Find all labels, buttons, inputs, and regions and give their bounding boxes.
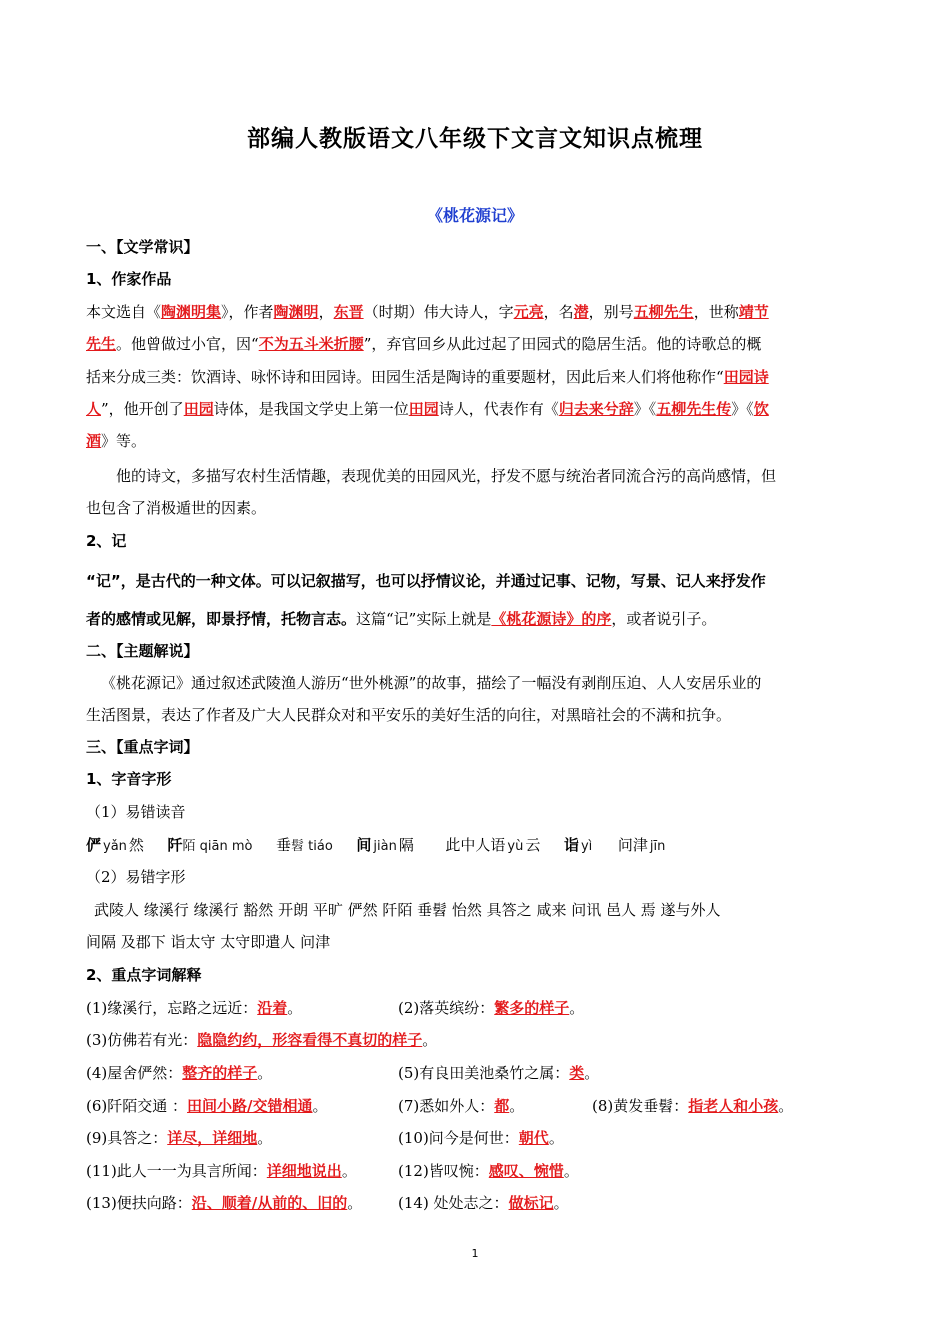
- definition-question: (3)仿佛若有光：: [86, 1031, 198, 1049]
- highlight: 五柳先生传: [656, 400, 732, 418]
- definition-question: (10)问今是何世：: [398, 1129, 519, 1147]
- text: 。: [347, 1194, 363, 1212]
- definition-answer: 田间小路/交错相通: [187, 1097, 313, 1115]
- word-tail: 然: [128, 836, 144, 854]
- text: 括来分成三类：饮酒诗、咏怀诗和田园诗。田园生活是陶诗的重要题材，因此后来人们将他称作“: [86, 368, 724, 386]
- definition-question: (6)阡陌交通 ：: [86, 1097, 188, 1115]
- definition-question: (8)黄发垂髫：: [592, 1097, 689, 1115]
- text: 。: [548, 1129, 564, 1147]
- text: 。: [341, 1162, 357, 1180]
- section-heading-vocab: 三、【重点字词】: [86, 738, 199, 756]
- text: 。: [563, 1162, 579, 1180]
- definition-item: [86, 1095, 328, 1117]
- definition-question: (13)便扶向路：: [86, 1194, 192, 1212]
- text: （时期）伟大诗人，字: [363, 303, 514, 321]
- paragraph-author-line3: [86, 366, 866, 388]
- text: 。: [584, 1064, 600, 1082]
- definition-question: (14) 处处志之：: [398, 1194, 509, 1212]
- definition-item: [398, 1160, 579, 1182]
- forms-line2: 间隔 及郡下 诣太守 太守即遣人 问津: [86, 933, 331, 951]
- highlight: 东晋: [333, 303, 364, 321]
- definition-item: [398, 1127, 564, 1149]
- definition-item: [398, 997, 584, 1019]
- subheading-definitions: 2、重点字词解释: [86, 966, 202, 984]
- text: 。他曾做过小官，因“: [116, 335, 259, 353]
- definition-answer: 指老人和小孩: [688, 1097, 779, 1115]
- subheading-author-works: 1、作家作品: [86, 270, 172, 288]
- pinyin: yǎn: [103, 839, 127, 854]
- text: 。: [257, 1129, 273, 1147]
- definition-item: [592, 1095, 793, 1117]
- definition-answer: 类: [569, 1064, 585, 1082]
- highlight: 五柳先生: [633, 303, 694, 321]
- word: 俨: [86, 836, 102, 854]
- text: 。: [257, 1064, 273, 1082]
- paragraph-theme-line2: 生活图景，表达了作者及广大人民群众对和平安乐的美好生活的向往，对黑暗社会的不满和抗争。: [86, 706, 732, 724]
- text: 诗体，是我国文学史上第一位: [213, 400, 409, 418]
- word: 间: [356, 836, 372, 854]
- subheading-pronunciation: （1）易错读音: [86, 803, 186, 821]
- definition-question: (11)此人一一为具言所闻：: [86, 1162, 267, 1180]
- definition-item: [86, 1127, 272, 1149]
- highlight: 潜: [573, 303, 589, 321]
- definition-answer: 沿着: [257, 999, 288, 1017]
- definition-item: [86, 1160, 357, 1182]
- highlight: 《桃花源诗》的序: [491, 610, 612, 628]
- page-title: 部编人教版语文八年级下文言文知识点梳理: [247, 126, 703, 152]
- text: ，世称: [693, 303, 739, 321]
- subheading-ji: 2、记: [86, 532, 127, 550]
- page-number: 1: [471, 1247, 479, 1260]
- definition-answer: 繁多的样子: [494, 999, 570, 1017]
- highlight: 陶渊明: [273, 303, 319, 321]
- word: 问津: [617, 836, 648, 854]
- text: 。: [778, 1097, 794, 1115]
- definition-item: [86, 1062, 272, 1084]
- paragraph-theme-line1: 《桃花源记》通过叙述武陵渔人游历“世外桃源”的故事，描绘了一幅没有剥削压迫、人人安居乐业的: [101, 674, 762, 692]
- definition-answer: 整齐的样子: [182, 1064, 258, 1082]
- highlight: 靖节: [738, 303, 769, 321]
- highlight: 饮: [753, 400, 769, 418]
- highlight: 田园: [408, 400, 439, 418]
- section-heading-theme: 二、【主题解说】: [86, 642, 199, 660]
- highlight: 田园: [183, 400, 214, 418]
- definition-question: (1)缘溪行，忘路之远近：: [86, 999, 258, 1017]
- word-tail: 陌 qiān mò: [182, 839, 253, 854]
- highlight: 人: [86, 400, 102, 418]
- word: 诣: [563, 836, 579, 854]
- highlight: 归去来兮辞: [558, 400, 634, 418]
- definition-question: (9)具答之：: [86, 1129, 168, 1147]
- word-tail: 云: [525, 836, 541, 854]
- definition-answer: 沿、顺着/从前的、旧的: [191, 1194, 348, 1212]
- paragraph-author-line1: [86, 301, 866, 323]
- paragraph-author-line2: [86, 333, 866, 355]
- word: 此中人语: [445, 836, 506, 854]
- highlight: 陶渊明集: [161, 303, 222, 321]
- definition-answer: 做标记: [508, 1194, 554, 1212]
- subheading-forms: （2）易错字形: [86, 868, 186, 886]
- section-heading-literature: 一、【文学常识】: [86, 238, 199, 256]
- text: ”，弃官回乡从此过起了田园式的隐居生活。他的诗歌总的概: [363, 335, 762, 353]
- text: 》《: [633, 400, 657, 418]
- definition-item: [86, 997, 302, 1019]
- definition-question: (7)悉如外人：: [398, 1097, 495, 1115]
- highlight: 先生: [86, 335, 117, 353]
- text: 。: [312, 1097, 328, 1115]
- text: ，或者说引子。: [611, 610, 717, 628]
- text: 》，作者: [221, 303, 274, 321]
- text: 。: [509, 1097, 525, 1115]
- pinyin: jiàn: [373, 839, 397, 854]
- definition-question: (4)屋舍俨然：: [86, 1064, 183, 1082]
- definition-answer: 详细地说出: [266, 1162, 342, 1180]
- highlight: 酒: [86, 432, 102, 450]
- definition-item: [398, 1095, 524, 1117]
- word: 垂: [276, 836, 292, 854]
- paragraph-author-line4: [86, 398, 866, 420]
- text: 这篇“记”实际上就是: [356, 610, 492, 628]
- definition-answer: 都: [494, 1097, 510, 1115]
- definition-answer: 朝代: [518, 1129, 549, 1147]
- text: 》《: [731, 400, 754, 418]
- subheading-pronunciation-forms: 1、字音字形: [86, 770, 172, 788]
- text: ，: [318, 303, 334, 321]
- definition-answer: 感叹、惋惜: [488, 1162, 564, 1180]
- paragraph-ji-line1: “记”，是古代的一种文体。可以记叙描写，也可以抒情议论，并通过记事、记物，写景、记人来抒发作: [86, 572, 766, 590]
- definition-question: (12)皆叹惋：: [398, 1162, 489, 1180]
- text: 。: [287, 999, 303, 1017]
- definition-question: (5)有良田美池桑竹之属：: [398, 1064, 570, 1082]
- text: ”，他开创了: [101, 400, 184, 418]
- text: ，别号: [588, 303, 634, 321]
- forms-line1: 武陵人 缘溪行 缘溪行 豁然 开朗 平旷 俨然 阡陌 垂髫 怡然 具答之 咸来 问讯 邑人 焉 遂与外人: [94, 901, 721, 919]
- text: 者的感情或见解，即景抒情，托物言志。: [86, 610, 357, 628]
- text: 诗人，代表作有《: [438, 400, 559, 418]
- paragraph-poetry-line2: 也包含了消极遁世的因素。: [86, 499, 267, 517]
- text: 。: [422, 1031, 438, 1049]
- highlight: 元亮: [513, 303, 544, 321]
- lesson-title: 《桃花源记》: [426, 206, 523, 225]
- text: 》等。: [101, 432, 147, 450]
- definition-item: [86, 1192, 362, 1214]
- word: 阡: [167, 836, 183, 854]
- paragraph-poetry-line1: 他的诗文，多描写农村生活情趣，表现优美的田园风光，抒发不愿与统治者同流合污的高尚感情，但: [116, 467, 777, 485]
- word-tail: 髫 tiáo: [291, 839, 333, 854]
- pinyin: yù: [507, 839, 524, 854]
- highlight: 田园诗: [723, 368, 769, 386]
- text: ，名: [543, 303, 574, 321]
- definition-answer: 详尽，详细地: [167, 1129, 258, 1147]
- text: 本文选自《: [86, 303, 162, 321]
- pronunciation-list: [86, 834, 866, 858]
- definition-answer: 隐隐约约，形容看得不真切的样子: [197, 1031, 423, 1049]
- definition-item: [86, 1029, 437, 1051]
- paragraph-author-line5: [86, 430, 866, 452]
- pinyin: yì: [580, 839, 593, 854]
- pinyin: jīn: [649, 839, 666, 854]
- paragraph-ji-line2: [86, 608, 866, 630]
- definition-question: (2)落英缤纷：: [398, 999, 495, 1017]
- definition-item: [398, 1062, 599, 1084]
- definition-item: [398, 1192, 569, 1214]
- word-tail: 隔: [398, 836, 414, 854]
- text: 。: [569, 999, 585, 1017]
- highlight: 不为五斗米折腰: [258, 335, 364, 353]
- text: 。: [553, 1194, 569, 1212]
